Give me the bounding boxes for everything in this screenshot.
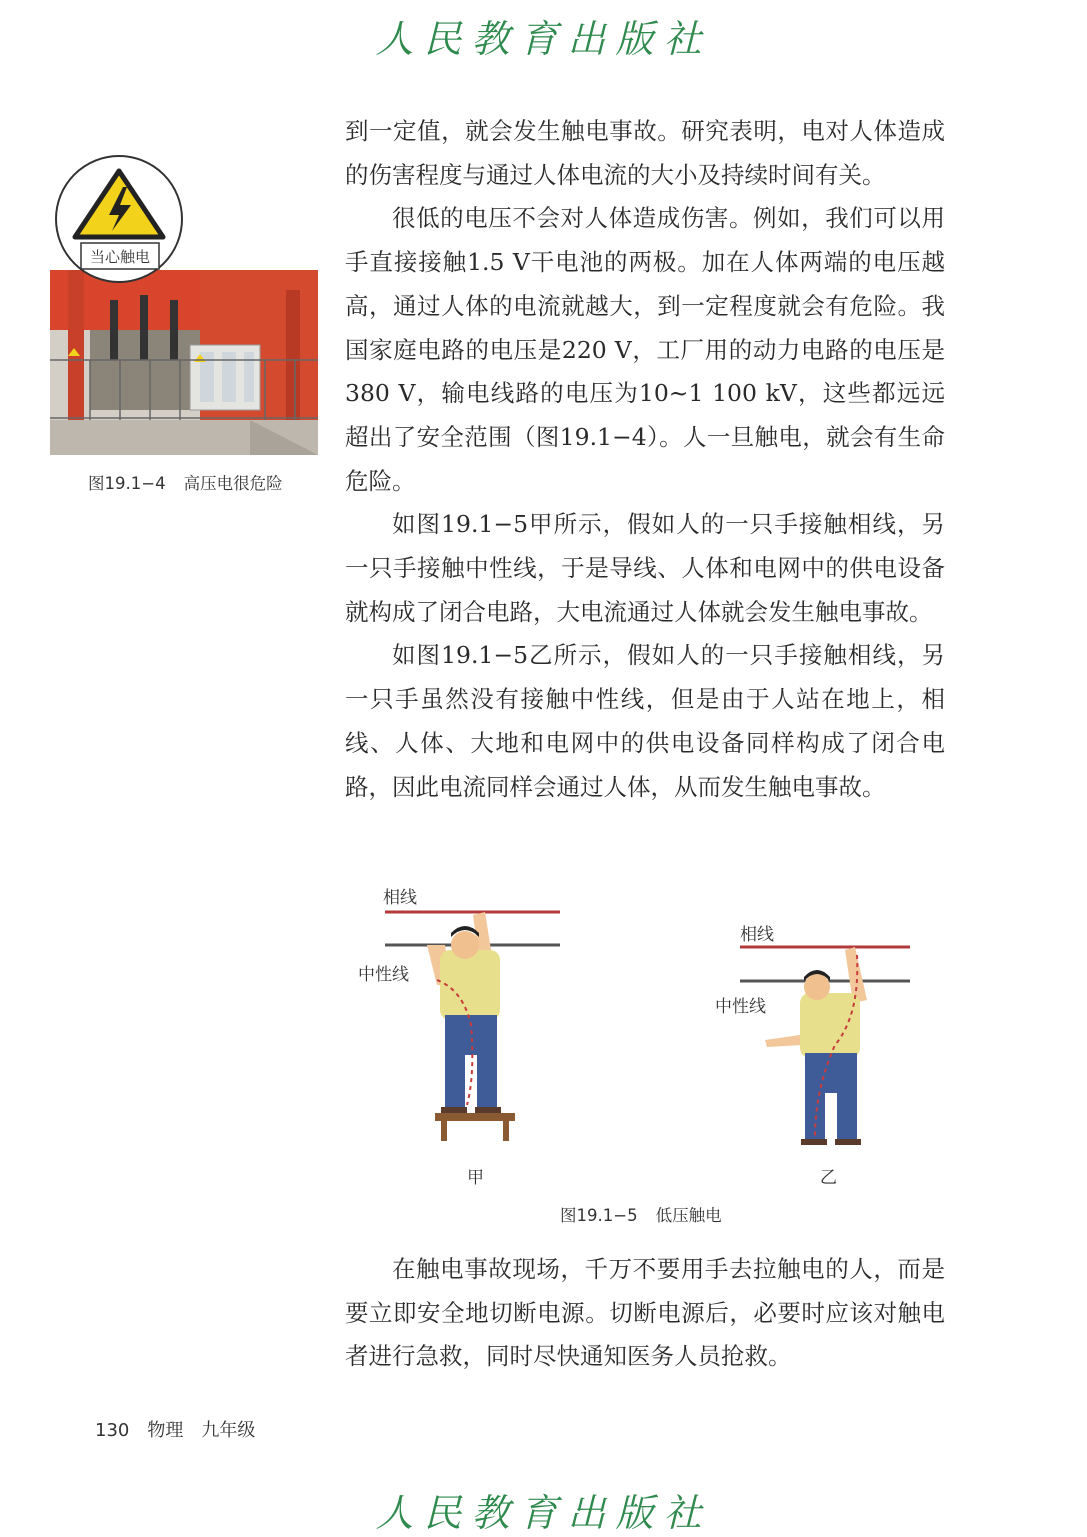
paragraph: 很低的电压不会对人体造成伤害。例如，我们可以用手直接接触1.5 V干电池的两极。加在人体两端的电压越高，通过人体的电流就越大，到一定程度就会有危险。我国家庭电路的电压是220 V，工厂用的动力电路的电压是380 V，输电线路的电压为10~1 100 kV，这些都远远超出了安全范围（图19.1−4）。人一旦触电，就会有生命危险。 — [345, 204, 945, 495]
warning-sign-circle — [55, 155, 183, 283]
paragraph: 如图19.1−5甲所示，假如人的一只手接触相线，另一只手接触中性线，于是导线、人体和电网中的供电设备就构成了闭合电路，大电流通过人体就会发生触电事故。 — [345, 510, 945, 626]
high-voltage-warning-icon — [57, 157, 181, 281]
figure-19-1-5 — [345, 875, 945, 1225]
paragraph: 在触电事故现场，千万不要用手去拉触电的人，而是要立即安全地切断电源。切断电源后，必要时应该对触电者进行急救，同时尽快通知医务人员抢救。 — [345, 1255, 945, 1371]
figure-number: 图19.1−4 — [88, 474, 166, 493]
subject-name: 物理 — [147, 1420, 184, 1441]
figure-title: 高压电很危险 — [183, 474, 283, 493]
neutral-wire-label-left: 中性线 — [358, 965, 409, 985]
body-text — [345, 110, 945, 809]
page-footer — [95, 1416, 273, 1442]
sub-figure-label-left: 甲 — [467, 1168, 484, 1188]
grade-name: 九年级 — [201, 1420, 256, 1441]
low-voltage-illustration — [345, 875, 945, 1195]
publisher-header: 人民教育出版社 — [375, 17, 712, 61]
page-number: 130 — [95, 1420, 130, 1441]
warning-sign-text: 当心触电 — [89, 248, 151, 266]
live-wire-label-left: 相线 — [383, 888, 417, 908]
figure-number: 图19.1−5 — [560, 1206, 638, 1225]
figure-19-1-5-caption — [560, 1202, 722, 1226]
person-right-icon — [765, 947, 867, 1145]
figure-19-1-4-caption — [88, 470, 283, 494]
substation-photo — [50, 270, 318, 455]
publisher-footer: 人民教育出版社 — [375, 1491, 712, 1535]
figure-title: 低压触电 — [655, 1206, 722, 1225]
paragraph: 到一定值，就会发生触电事故。研究表明，电对人体造成的伤害程度与通过人体电流的大小及持续时间有关。 — [345, 117, 945, 189]
live-wire-label-right: 相线 — [740, 925, 774, 945]
neutral-wire-label-right: 中性线 — [715, 997, 766, 1017]
body-text-after-figure — [345, 1248, 945, 1379]
paragraph: 如图19.1−5乙所示，假如人的一只手接触相线，另一只手虽然没有接触中性线，但是由于人站在地上，相线、人体、大地和电网中的供电设备同样构成了闭合电路，因此电流同样会通过人体，从而发生触电事故。 — [345, 641, 945, 801]
sub-figure-label-right: 乙 — [820, 1168, 837, 1188]
